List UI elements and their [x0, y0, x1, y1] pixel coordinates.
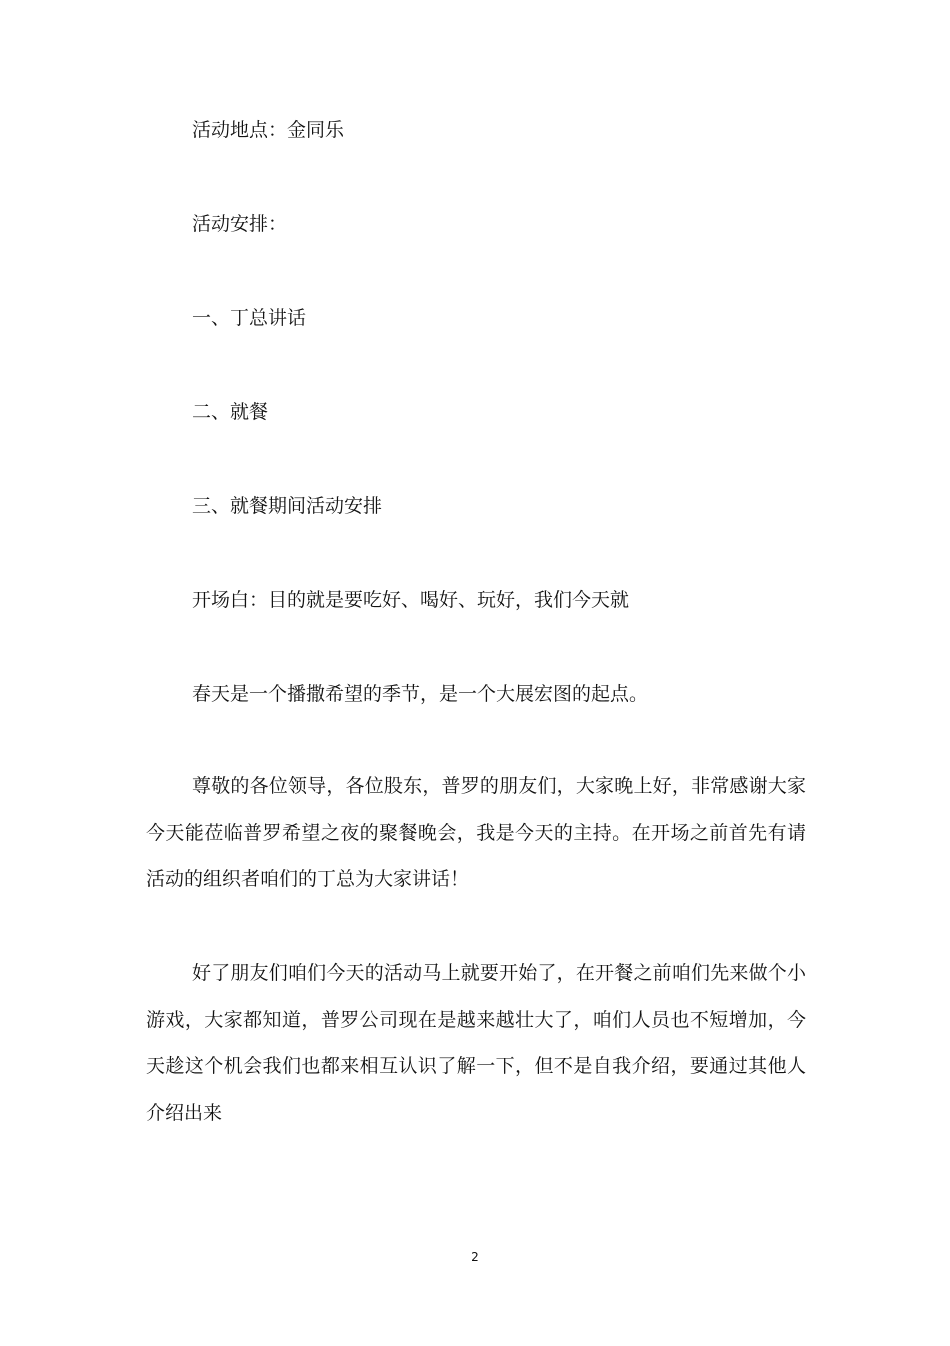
text-line-schedule-heading: 活动安排： — [192, 213, 288, 235]
text-line-item-two: 二、就餐 — [192, 401, 269, 423]
text-line-spring: 春天是一个播撒希望的季节，是一个大展宏图的起点。 — [192, 683, 649, 705]
page-number: 2 — [471, 1250, 479, 1264]
text-line-opening: 开场白：目的就是要吃好、喝好、玩好，我们今天就 — [192, 589, 630, 611]
paragraph-game-intro: 好了朋友们咱们今天的活动马上就要开始了，在开餐之前咱们先来做个小游戏，大家都知道，普罗公司现在是越来越壮大了，咱们人员也不短增加，今天趁这个机会我们也都来相互认识了解一下，但不是自我介绍，要通过其他人介绍出来 — [146, 962, 806, 1124]
text-line-item-three: 三、就餐期间活动安排 — [192, 495, 383, 517]
text-line-item-one: 一、丁总讲话 — [192, 307, 307, 329]
text-line-venue: 活动地点：金同乐 — [192, 119, 345, 141]
paragraph-welcome: 尊敬的各位领导，各位股东，普罗的朋友们，大家晚上好，非常感谢大家今天能莅临普罗希望之夜的聚餐晚会，我是今天的主持。在开场之前首先有请活动的组织者咱们的丁总为大家讲话！ — [146, 775, 806, 890]
